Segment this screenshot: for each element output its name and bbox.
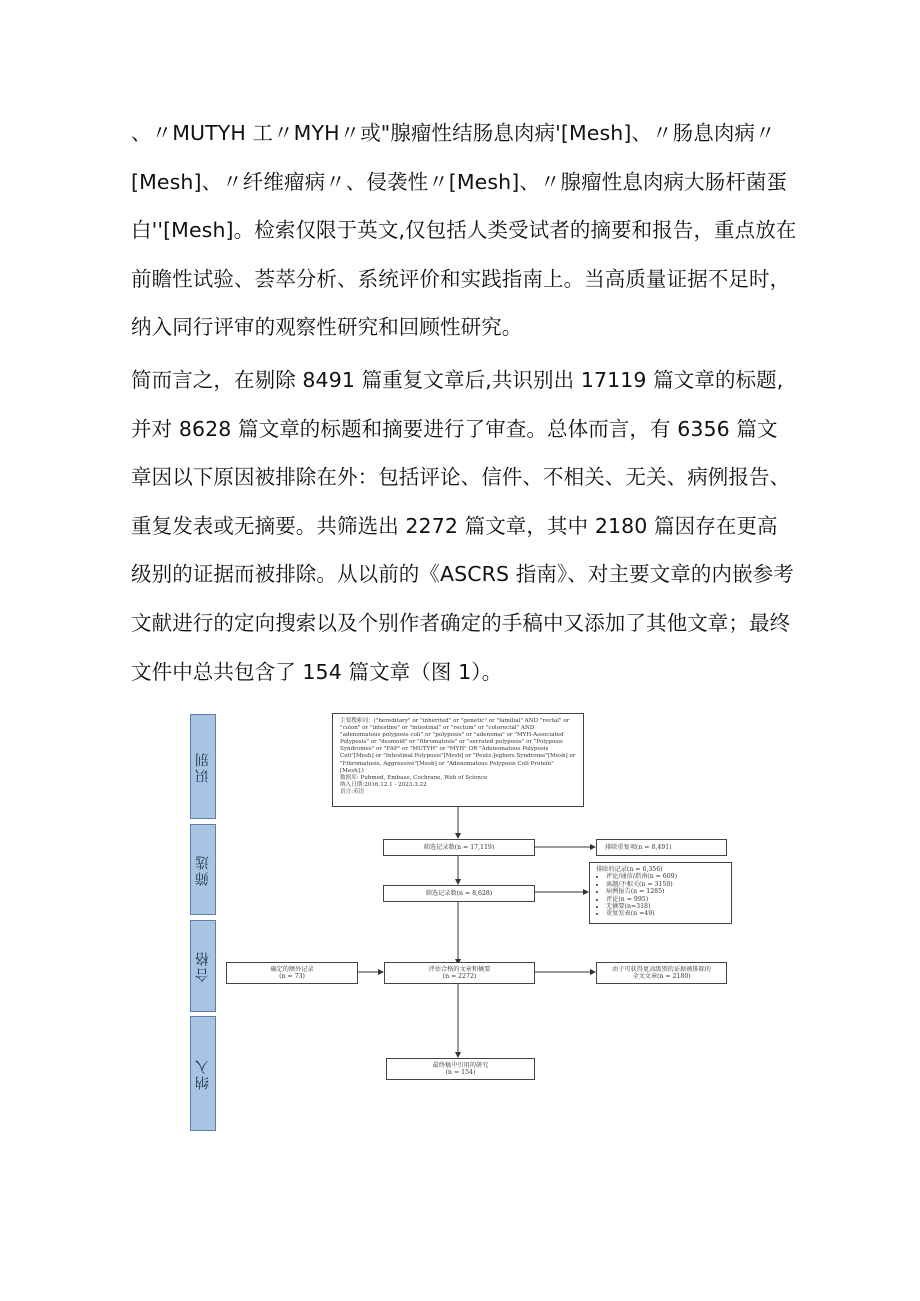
stage-screening: 筛选 xyxy=(190,824,216,915)
excluded-item: • 评论(n = 995) xyxy=(606,896,725,903)
excluded-item: • 评论/通信/指南(n = 609) xyxy=(606,873,725,880)
excluded-item: • 离题/不相关(n = 3150) xyxy=(606,881,725,888)
paragraph-summary: 简而言之，在剔除 8491 篇重复文章后,共识别出 17119 篇文章的标题,并对 8628 篇文章的标题和摘要进行了审查。总体而言，有 6356 篇文章因以下原因被排除在外：包括评论、信件、不相关、无关、病例报告、重复发表或无摘要。共筛选出 2272 篇文章，其中 2180 篇因存在更高级别的证据而被排除。从以前的《ASCRS 指南》、对主要文章的内嵌参考文献进行的定向搜索以及个别作者确定的手稿中又添加了其他文章；最终文件中总共包含了 154 篇文章（图 1）。 xyxy=(131,368,794,684)
identified-records-box: 筛选记录数(n = 17,119) xyxy=(383,839,535,856)
excluded-item: • 重复发表(n =49) xyxy=(606,910,725,917)
stage-included: 纳入 xyxy=(190,1016,216,1131)
additional-records-box: 确定的额外记录 (n = 73) xyxy=(226,962,358,984)
eligible-articles-box: 评估合格的文章和摘要 (n = 2272) xyxy=(384,962,535,984)
higher-evidence-excluded-box: 由于可获得更高级别的证据被排除的 全文文章(n = 2180) xyxy=(596,962,727,984)
excluded-item: • 无摘要(n=318) xyxy=(606,903,725,910)
search-terms-box: 主要搜索词：("hereditary" or "inherited" or "genetic" or "familial" AND "rectal" or "colon" or "intestine" or "intestinal" or "rectum" or "colorectal" AND "adenomatous polyposis coli" or "polyposis" or "adenoma" or "MYH-Associated Polyposis" or "desmoid" or "fibromatosis" or "serrated polyposis" or "Polyposis Syndromes" or "FAP" or "MUTYH" or "MYH" OR "Adenomatous Polyposis Coli"[Mesh] or "Intestinal Polyposis"[Mesh] or "Peutz-Jeghers Syndrome"[Mesh] or "Fibromatosis, Aggressive"[Mesh] or "Adenomatous Polyposis Coli Protein"[Mesh].) 数据库: Pubmed, Embase, Cochrane, Web of Science 纳入日期:2016.12.1 - 2023.3.22 语言:英语 xyxy=(332,713,584,807)
excluded-item: • 病例报告(n = 1285) xyxy=(606,888,725,895)
excluded-title: 排除的记录(n = 6,356) xyxy=(596,866,663,873)
screened-records-box: 筛选记录数(n = 8,628) xyxy=(383,885,535,902)
stage-identification: 识别 xyxy=(190,714,216,819)
excluded-records-box xyxy=(589,862,732,924)
stage-eligibility: 合格 xyxy=(190,920,216,1012)
paragraph-search-terms: 、〃MUTYH 工〃MYH〃或"腺瘤性结肠息肉病'[Mesh]、〃肠息肉病〃[Mesh]、〃纤维瘤病〃、侵袭性〃[Mesh]、〃腺瘤性息肉病大肠杆菌蛋白''[Mesh]。检索仅限于英文,仅包括人类受试者的摘要和报告，重点放在前瞻性试验、荟萃分析、系统评价和实践指南上。当高质量证据不足时，纳入同行评审的观察性研究和回顾性研究。 xyxy=(131,121,797,340)
duplicates-removed-box: 排除重复项(n = 8,491) xyxy=(596,839,727,856)
included-studies-box: 最终稿中引用的研究 (n = 154) xyxy=(386,1058,535,1080)
